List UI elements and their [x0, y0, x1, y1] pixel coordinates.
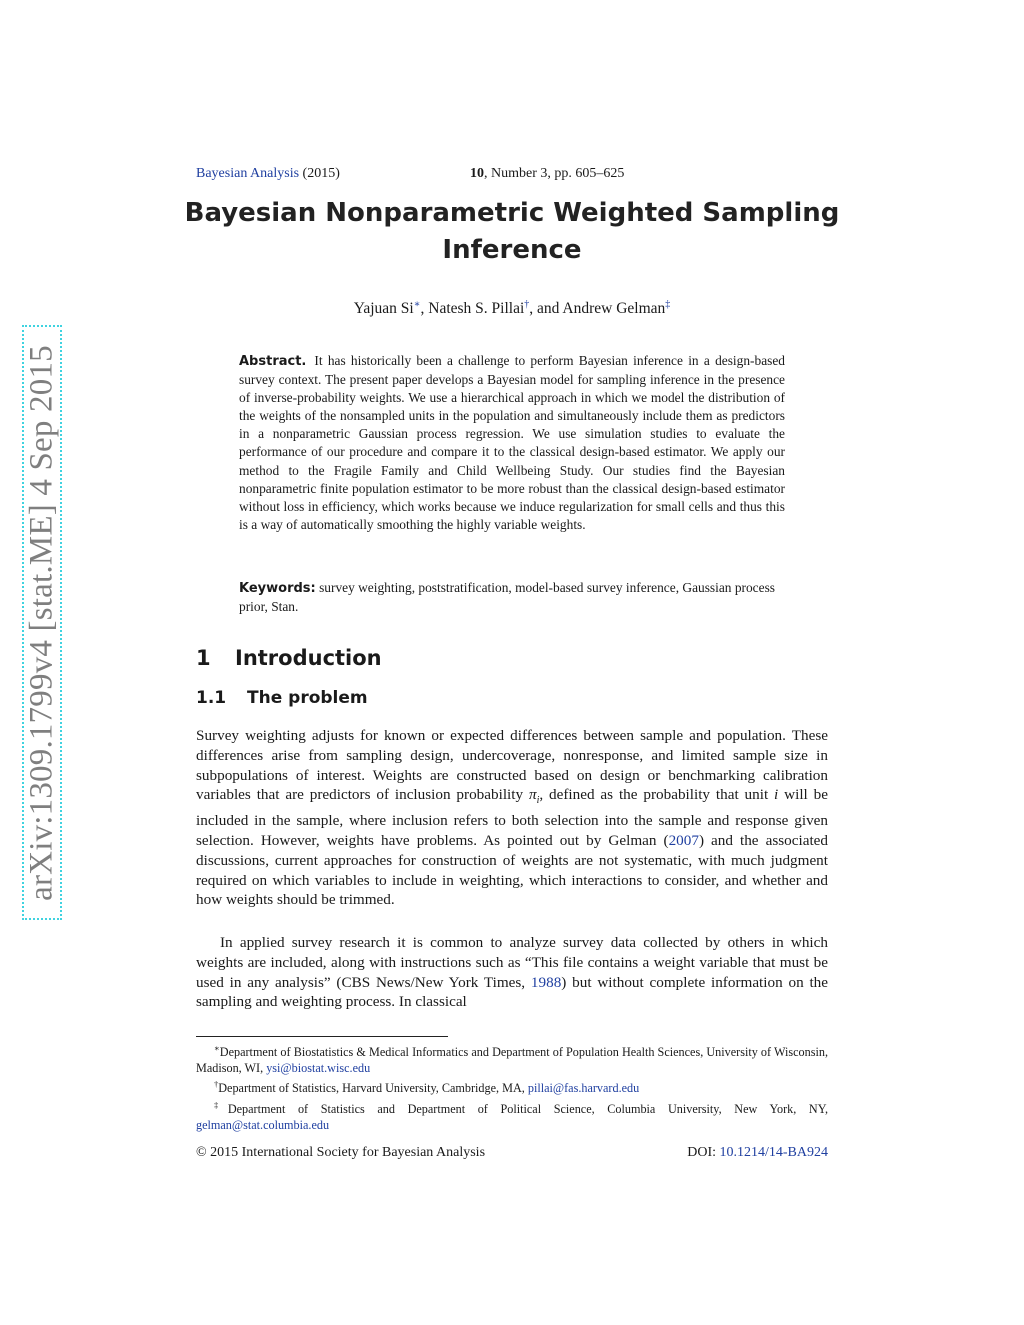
paragraph-1: [196, 726, 828, 910]
math-i: i: [774, 786, 779, 804]
abstract-label: Abstract.: [239, 354, 307, 369]
paragraph-text: will be included in the sample, where inclusion refers to both selection into the sample and response given selection. However, weights have problems. As pointed out by Gelman (: [196, 786, 828, 850]
author-line: [150, 299, 874, 318]
paragraph-text: ) and the associated discussions, current approaches for construction of weights are not systematic, with much judgment required on which variables to include in weighting, which interactions to consider, and whether and how weights should be trimmed.: [196, 832, 829, 909]
footnote-text: Department of Statistics, Harvard University, Cambridge, MA,: [218, 1081, 528, 1096]
footnote-3: [196, 1097, 828, 1133]
math-pi: π: [528, 786, 537, 804]
paragraph-text: Survey weighting adjusts for known or expected differences between sample and population. These differences arise from sampling design, undercoverage, nonresponse, and limited sample size in subpopulations of interest. Weights are constructed based on design or benchmarking calibration variables that are predictors of inclusion probability: [196, 727, 828, 804]
author-si: Yajuan Si: [353, 300, 414, 318]
footnotes: [196, 1040, 828, 1133]
subsection-title: The problem: [247, 688, 368, 708]
doi-label: DOI:: [687, 1145, 720, 1160]
paragraph-2: [196, 933, 828, 1012]
footnote-mark-1[interactable]: ∗: [413, 299, 421, 310]
footnote-2: [196, 1076, 828, 1096]
section-title: Introduction: [235, 646, 382, 670]
paragraph-text: In applied survey research it is common to analyze survey data collected by others in which weights are included, along with instructions such as “This file contains a weight variable that must be used in any analysis” (CBS News/New York Times,: [196, 934, 828, 991]
keywords-text: survey weighting, poststratification, model-based survey inference, Gaussian process prior, Stan.: [239, 580, 775, 615]
footnote-mark-2[interactable]: †: [524, 299, 530, 310]
abstract-text: It has historically been a challenge to perform Bayesian inference in a design-based survey context. The present paper develops a Bayesian model for sampling inference in the presence of inverse-probability weights. We use a hierarchical approach in which we model the distribution of the weights of the nonsampled units in the population and simultaneously include them as predictors in a nonparametric Gaussian process regression. We use simulation studies to evaluate the performance of our procedure and compare it to the classical design-based estimator. We apply our method to the Fragile Family and Child Wellbeing Study. Our studies find the Bayesian nonparametric finite population estimator to be more robust than the classical design-based estimator without loss in efficiency, which works because we induce regularization for small cells and thus this is a way of automatically smoothing the highly variable weights.: [239, 353, 785, 532]
footnote-divider: [196, 1036, 448, 1037]
doi-line: [687, 1145, 828, 1161]
footnote-mark-3[interactable]: ‡: [665, 299, 671, 310]
arxiv-stamp-text: arXiv:1309.1799v4 [stat.ME] 4 Sep 2015: [23, 344, 60, 901]
subsection-heading-1-1: [196, 688, 368, 708]
email-link[interactable]: gelman@stat.columbia.edu: [196, 1118, 330, 1132]
author-pillai: , Natesh S. Pillai: [420, 300, 525, 318]
copyright-notice: © 2015 International Society for Bayesian Analysis: [196, 1145, 486, 1160]
footnote-mark: †: [214, 1079, 219, 1090]
footnote-mark: ‡: [214, 1099, 228, 1110]
paragraph-text: , defined as the probability that unit: [539, 786, 775, 804]
section-heading-1: [196, 646, 382, 670]
issue-pages: , Number 3, pp. 605–625: [484, 166, 625, 181]
doi-link[interactable]: 10.1214/14-BA924: [719, 1145, 828, 1160]
journal-year: (2015): [302, 166, 340, 181]
keywords-label: Keywords:: [239, 581, 316, 596]
email-link[interactable]: ysi@biostat.wisc.edu: [266, 1061, 371, 1076]
citation-link[interactable]: 2007: [668, 832, 699, 850]
volume-number: 10: [470, 166, 484, 181]
paragraph-text: ) but without complete information on the sampling and weighting process. In classical: [196, 973, 829, 1011]
issue-line: [470, 166, 624, 182]
footnote-mark: ∗: [214, 1043, 220, 1053]
footnote-1: [196, 1040, 828, 1076]
subsection-number: 1.1: [196, 688, 227, 708]
journal-line: [196, 166, 340, 182]
arxiv-stamp: [22, 325, 62, 920]
journal-link[interactable]: Bayesian Analysis: [196, 166, 300, 181]
section-number: 1: [196, 646, 211, 670]
keywords: [239, 579, 785, 616]
footnote-text: Department of Statistics and Department of Political Science, Columbia University, New York, NY,: [227, 1101, 829, 1116]
abstract: [239, 352, 785, 534]
citation-link[interactable]: 1988: [530, 973, 562, 991]
math-subscript-i: i: [536, 795, 540, 807]
footnote-text: Department of Biostatistics & Medical Informatics and Department of Population Health Sciences, University of Wisconsin, Madison, WI,: [196, 1045, 828, 1076]
email-link[interactable]: pillai@fas.harvard.edu: [527, 1081, 640, 1096]
author-gelman: , and Andrew Gelman: [529, 300, 666, 318]
paper-title: Bayesian Nonparametric Weighted Sampling Inference: [184, 198, 840, 265]
